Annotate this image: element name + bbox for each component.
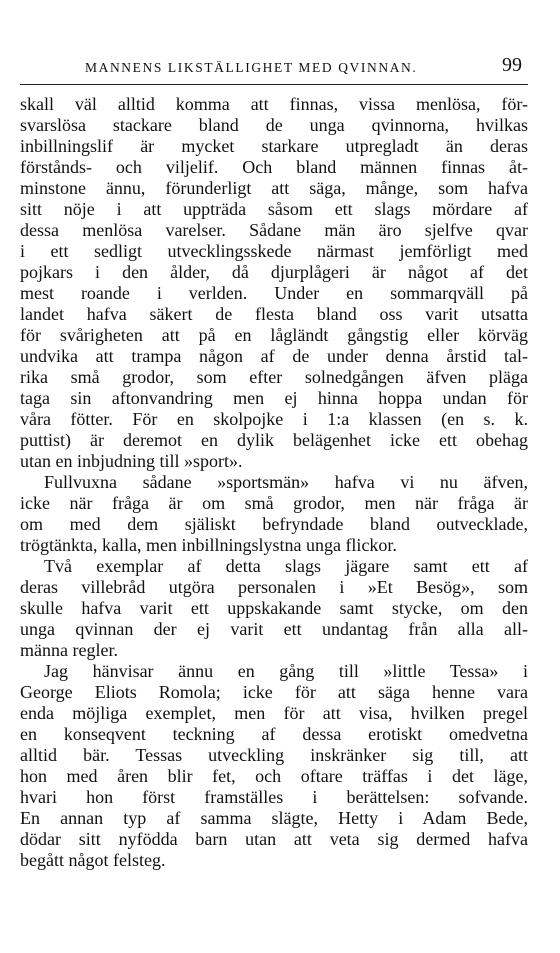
text-line: inbillningslif är mycket starkare utpregladt än deras — [20, 136, 528, 156]
text-line: Jag hänvisar ännu en gång till »little Tessa» i — [44, 661, 528, 681]
text-line: männa regler. — [20, 640, 118, 660]
text-line: rika små grodor, som efter solnedgången äfven pläga — [20, 367, 528, 387]
text-line: sitt nöje i att uppträda såsom ett slags mördare af — [20, 199, 528, 219]
text-line: puttist) är deremot en dylik belägenhet icke ett obehag — [20, 430, 528, 450]
text-line: enda möjliga exemplet, men för att visa, hvilken pregel — [20, 703, 528, 723]
text-line: taga sin aftonvandring men ej hinna hoppa undan för — [20, 388, 528, 408]
text-line: hvari hon först framställes i berättelsen: sofvande. — [20, 787, 528, 807]
text-line: En annan typ af samma slägte, Hetty i Adam Bede, — [20, 808, 528, 828]
text-line: våra fötter. För en skolpojke i 1:a klassen (en s. k. — [20, 409, 528, 429]
text-line: i ett sedligt utvecklingsskede närmast jemförligt med — [20, 241, 528, 261]
text-line: minstone ännu, förunderligt att säga, månge, som hafva — [20, 178, 528, 198]
text-line: dessa menlösa varelser. Sådane män äro sjelfve qvar — [20, 220, 528, 240]
text-line: icke när fråga är om små grodor, men när fråga är — [20, 493, 528, 513]
text-line: för svårigheten att på en lågländt gångstig eller körväg — [20, 325, 528, 345]
text-line: begått något felsteg. — [20, 850, 166, 870]
text-line: unga qvinnan der ej varit ett undantag från alla all- — [20, 619, 528, 639]
text-line: skulle hafva varit ett uppskakande samt stycke, om den — [20, 598, 528, 618]
text-line: utan en inbjudning till »sport». — [20, 451, 243, 471]
text-line: trögtänkta, kalla, men inbillningslystna unga flickor. — [20, 535, 397, 555]
paragraph-4 — [20, 661, 528, 871]
text-line: Två exemplar af detta slags jägare samt ett af — [44, 556, 528, 576]
body-text — [20, 94, 528, 871]
page-number: 99 — [502, 54, 522, 76]
text-line: deras villebråd utgöra personalen i »Et Besög», som — [20, 577, 528, 597]
paragraph-2 — [20, 472, 528, 556]
header-rule — [20, 84, 528, 85]
text-line: Fullvuxna sådane »sportsmän» hafva vi nu äfven, — [44, 472, 528, 492]
book-page — [20, 0, 540, 953]
text-line: dödar sitt nyfödda barn utan att veta sig dermed hafva — [20, 829, 528, 849]
text-line: svarslösa stackare bland de unga qvinnorna, hvilkas — [20, 115, 528, 135]
text-line: pojkars i den ålder, då djurplågeri är något af det — [20, 262, 528, 282]
text-line: George Eliots Romola; icke för att säga henne vara — [20, 682, 528, 702]
running-head — [20, 50, 540, 84]
text-line: alltid bär. Tessas utveckling inskränker sig till, att — [20, 745, 528, 765]
paragraph-1 — [20, 94, 528, 472]
paragraph-3 — [20, 556, 528, 661]
text-line: en konseqvent teckning af dessa erotiskt omedvetna — [20, 724, 528, 744]
text-line: landet hafva säkert de flesta bland oss varit utsatta — [20, 304, 528, 324]
text-line: hon med åren blir fet, och oftare träffas i det läge, — [20, 766, 528, 786]
running-title: MANNENS LIKSTÄLLIGHET MED QVINNAN. — [85, 60, 418, 75]
text-line: om med dem själiskt befryndade bland outvecklade, — [20, 514, 528, 534]
text-line: skall väl alltid komma att finnas, vissa menlösa, för- — [20, 94, 528, 114]
text-line: förstånds- och viljelif. Och bland männen finnas åt- — [20, 157, 528, 177]
text-line: mest roande i verlden. Under en sommarqväll på — [20, 283, 528, 303]
text-line: undvika att trampa någon af de under denna årstid tal- — [20, 346, 528, 366]
